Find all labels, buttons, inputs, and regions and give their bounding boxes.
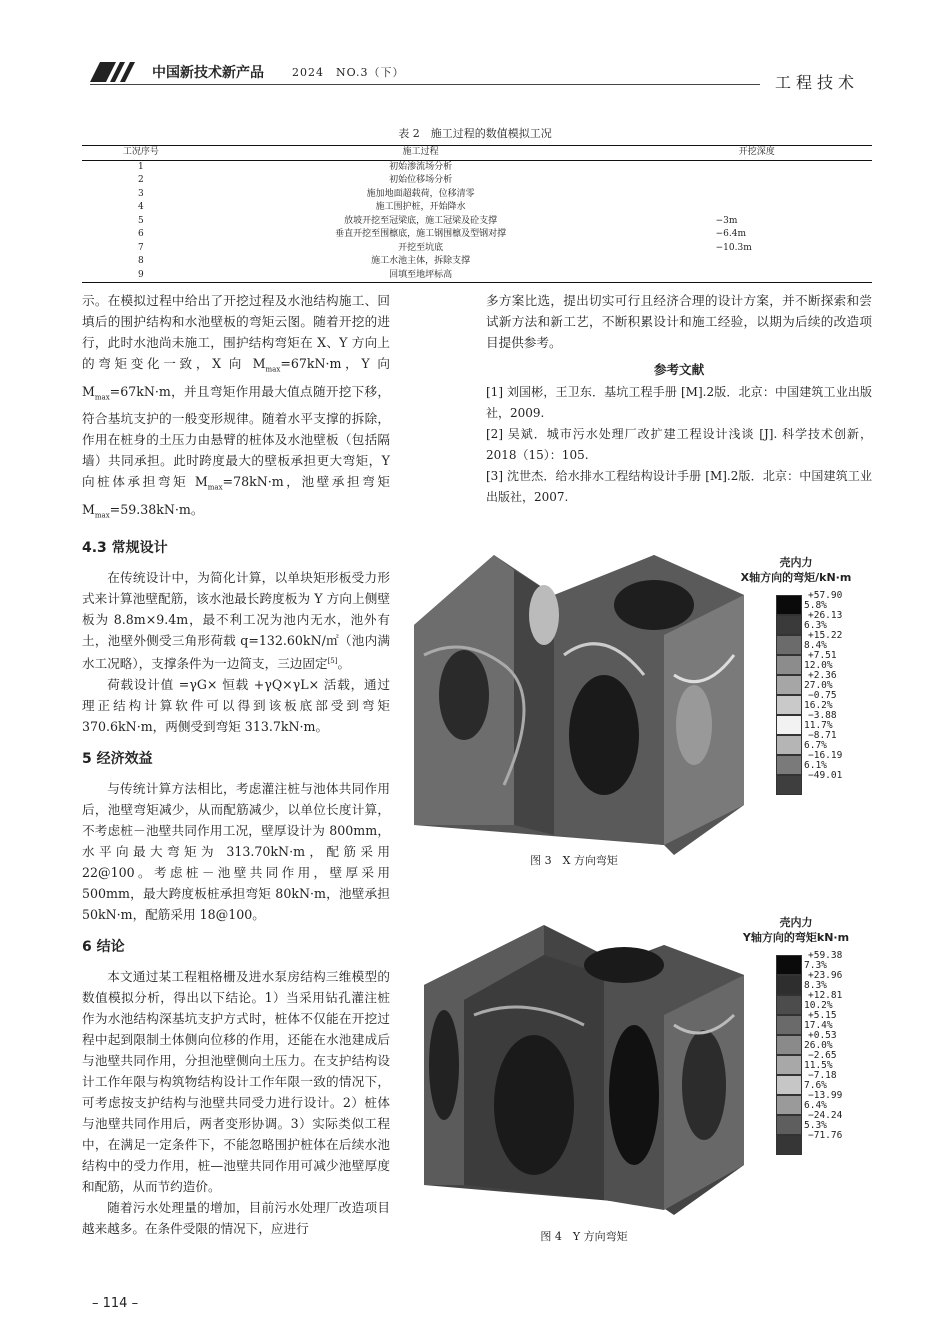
legend-percent: 17.4% [804,1020,833,1031]
legend-swatch [776,755,802,775]
table-cell: 1 [137,161,144,172]
legend-value: +59.38 [808,950,843,961]
table-cell: 4 [137,202,144,212]
legend-swatch [776,975,802,995]
paragraph: 在传统设计中，为简化计算，以单块矩形板受力形式来计算池壁配筋，该水池最长跨度板为 Y 方向上侧壁板为 8.8m×9.4m，最不利工况为池内无水，池外有土，池壁外侧受三角形荷载 q=132.60kN/㎡（池内满水工况略），支撑条件为一边简支，三边固定[5]。 [82,570,390,672]
table-body [82,160,872,283]
citation: [5] [327,657,338,666]
figure-caption: 图 4 Y 方向弯矩 [540,1230,628,1243]
legend-percent: 16.2% [804,700,833,711]
legend-value: −8.71 [808,730,837,741]
reference-item: [3] 沈世杰．给水排水工程结构设计手册 [M].2版．北京：中国建筑工业出版社，2007. [486,469,872,504]
legend-percent: 5.8% [804,600,827,611]
table-header-cell: 开挖深度 [642,146,872,161]
legend-swatch [776,695,802,715]
legend-value: +12.81 [808,990,843,1001]
paragraph: 多方案比选，提出切实可行且经济合理的设计方案，并不断探索和尝试新方法和新工艺，不断积累设计和施工经验，以期为后续的改造项目提供参考。 [486,293,872,350]
legend-value: −71.76 [808,1130,843,1141]
legend-swatch [776,1075,802,1095]
legend-percent: 27.0% [804,680,833,691]
reference-item: [2] 吴斌．城市污水处理厂改扩建工程设计浅谈 [J]. 科学技术创新，2018（15）：105. [486,427,872,462]
table-cell: 6 [137,229,144,239]
legend-swatch [776,1115,802,1135]
fig4-legend [776,950,876,1165]
legend-value: −13.99 [808,1090,843,1101]
header-rule [90,84,760,85]
legend-value: +15.22 [808,630,843,641]
table-cell [642,269,872,283]
table-row [82,188,872,202]
legend-percent: 8.4% [804,640,827,651]
legend-value: −49.01 [808,770,843,781]
table-cell: 2 [137,175,144,185]
legend-swatch [776,1135,802,1155]
legend-value: +0.53 [808,1030,837,1041]
legend-value: +23.96 [808,970,843,981]
right-column [486,290,872,508]
table-cell: 初始渗流场分析 [389,161,453,172]
table-cell: 放坡开挖至冠梁底，施工冠梁及砼支撑 [344,215,498,226]
table-cell [642,255,872,269]
table-row [82,174,872,188]
section-heading: 5 经济效益 [82,751,153,768]
table-header-cell: 工况序号 [82,146,200,161]
table-caption: 表 2 施工过程的数值模拟工况 [398,127,552,140]
table-cell: −6.4m [715,229,746,239]
legend-percent: 7.3% [804,960,827,971]
table-cell [642,201,872,215]
issue-number: 2024 NO.3（下） [292,66,405,79]
legend-percent: 8.3% [804,980,827,991]
table-cell [642,160,872,174]
legend-swatch [776,775,802,795]
table-header-row [82,146,872,161]
legend-swatch [776,655,802,675]
legend-value: +26.13 [808,610,843,621]
page-number: – 114 – [92,1296,139,1311]
legend-percent: 5.3% [804,1120,827,1131]
left-column [82,290,390,1239]
reference-item: [1] 刘国彬，王卫东．基坑工程手册 [M].2版．北京：中国建筑工业出版社，2009. [486,385,872,420]
table-row [82,269,872,283]
fig3-legend-title: 壳内力 X轴方向的弯矩/kN·m [740,556,852,584]
table-cell: 9 [82,269,200,283]
references-title: 参考文献 [653,362,705,377]
figure-3 [404,520,874,870]
section-title: 工程技术 [775,73,860,92]
table-cell: 8 [137,256,144,266]
table-cell: 回填至地坪标高 [200,269,642,283]
legend-percent: 10.2% [804,1000,833,1011]
journal-logo [90,62,140,82]
legend-percent: 7.6% [804,1080,827,1091]
legend-percent: 6.4% [804,1100,827,1111]
legend-percent: 6.7% [804,740,827,751]
y-moment-contour-model [404,915,764,1215]
table-cell: 垂直开挖至围檩底，施工钢围檩及型钢对撑 [335,229,507,239]
legend-swatch [776,1095,802,1115]
table-cell: 7 [137,242,144,253]
table-cell: 初始位移场分析 [389,175,453,185]
legend-swatch [776,675,802,695]
legend-value: −3.88 [808,710,837,721]
paragraph: 与传统计算方法相比，考虑灌注桩与池体共同作用后，池壁弯矩减少，从而配筋减少，以单位长度计算，不考虑桩－池壁共同作用工况，壁厚设计为 800mm，水平向最大弯矩为 313.70kN·m，配筋采用 22@100。考虑桩－池壁共同作用，壁厚采用 500mm，最大跨度板桩承担弯矩 80kN·m，池壁承担 50kN·m，配筋采用 18@100。 [82,781,390,923]
legend-value: −0.75 [808,690,837,701]
table-cell [642,188,872,202]
table-row [82,215,872,229]
table-cell: 施工水池主体，拆除支撑 [371,256,471,266]
legend-swatch [776,955,802,975]
legend-value: −16.19 [808,750,843,761]
table-row [82,242,872,256]
x-moment-contour-model [404,535,764,855]
table-row [82,201,872,215]
table-cell: −10.3m [715,242,752,253]
legend-percent: 6.1% [804,760,827,771]
legend-value: −2.65 [808,1050,837,1061]
figure-4 [404,910,874,1243]
table-cell: 3 [137,188,144,199]
legend-swatch [776,715,802,735]
legend-swatch [776,635,802,655]
fig3-legend [776,590,876,805]
legend-percent: 26.0% [804,1040,833,1051]
legend-swatch [776,1055,802,1075]
legend-value: −24.24 [808,1110,843,1121]
legend-percent: 11.5% [804,1060,833,1071]
table-cell: −3m [715,215,738,226]
table-cell [642,174,872,188]
table-cell: 5 [137,215,144,226]
section-heading: 4.3 常规设计 [82,540,168,557]
legend-value: −7.18 [808,1070,837,1081]
legend-value: +7.51 [808,650,837,661]
table-header-cell: 施工过程 [200,146,642,161]
table-row [82,228,872,242]
paragraph: 荷载设计值 =γG× 恒载 +γQ×γL× 活载，通过理正结构计算软件可以得到该板底部受到弯矩 370.6kN·m，两侧受到弯矩 313.7kN·m。 [82,677,390,735]
table-cell: 开挖至坑底 [398,242,444,253]
construction-process-table [82,145,872,283]
paragraph: 随着污水处理量的增加，目前污水处理厂改造项目越来越多。在条件受限的情况下，应进行 [82,1200,390,1237]
journal-name: 中国新技术新产品 [152,65,264,81]
paragraph: 本文通过某工程粗格栅及进水泵房结构三维模型的数值模拟分析，得出以下结论。1）当采用钻孔灌注桩作为水池结构深基坑支护方式时，桩体不仅能在开挖过程中起到限制土体侧向位移的作用，还能在水池建成后与池壁共同作用，分担池壁侧向土压力。在支护结构设计工作年限与构筑物结构设计工作年限一致的情况下，可考虑按支护结构与池壁共同受力进行设计。2）桩体与池壁共同作用后，两者变形协调。3）实际类似工程中，在满足一定条件下，不能忽略围护桩体在后续水池结构中的受力作用，桩—池壁共同作用可减少池壁厚度和配筋，从而节约造价。 [82,969,390,1195]
legend-percent: 12.0% [804,660,833,671]
figure-caption: 图 3 X 方向弯矩 [530,854,618,867]
legend-swatch [776,615,802,635]
fig4-legend-title: 壳内力 Y轴方向的弯矩kN·m [742,916,850,944]
legend-swatch [776,735,802,755]
legend-value: +57.90 [808,590,843,601]
legend-swatch [776,1035,802,1055]
legend-swatch [776,995,802,1015]
legend-swatch [776,595,802,615]
legend-swatch [776,1015,802,1035]
legend-value: +2.36 [808,670,837,681]
paragraph: 示。在模拟过程中给出了开挖过程及水池结构施工、回填后的围护结构和水池壁板的弯矩云图。随着开挖的进行，此时水池尚未施工，围护结构弯矩在 X、Y 方向上的弯矩变化一致，X 向 $M_{max}=67kN\cdot m$，Y 向 $M_{max}=67kN\cdot m$，并且弯矩作用最大值点随开挖下移，符合基坑支护的一般变形规律。随着水平支撑的拆除，作用在桩身的土压力由悬臂的桩体及水池壁板（包括隔墙）共同承担。此时跨度最大的壁板承担更大弯矩，Y 向桩体承担弯矩 $M_{max}=78kN\cdot m$，池壁承担弯矩 $M_{max}=59.38kN\cdot m$。 [82,293,390,520]
table-row [82,160,872,174]
legend-percent: 6.3% [804,620,827,631]
legend-percent: 11.7% [804,720,833,731]
table-cell: 施加地面超载荷，位移清零 [366,188,475,199]
section-heading: 6 结论 [82,939,125,956]
table-cell: 施工围护桩，开始降水 [375,202,466,212]
legend-value: +5.15 [808,1010,837,1021]
table-row [82,255,872,269]
